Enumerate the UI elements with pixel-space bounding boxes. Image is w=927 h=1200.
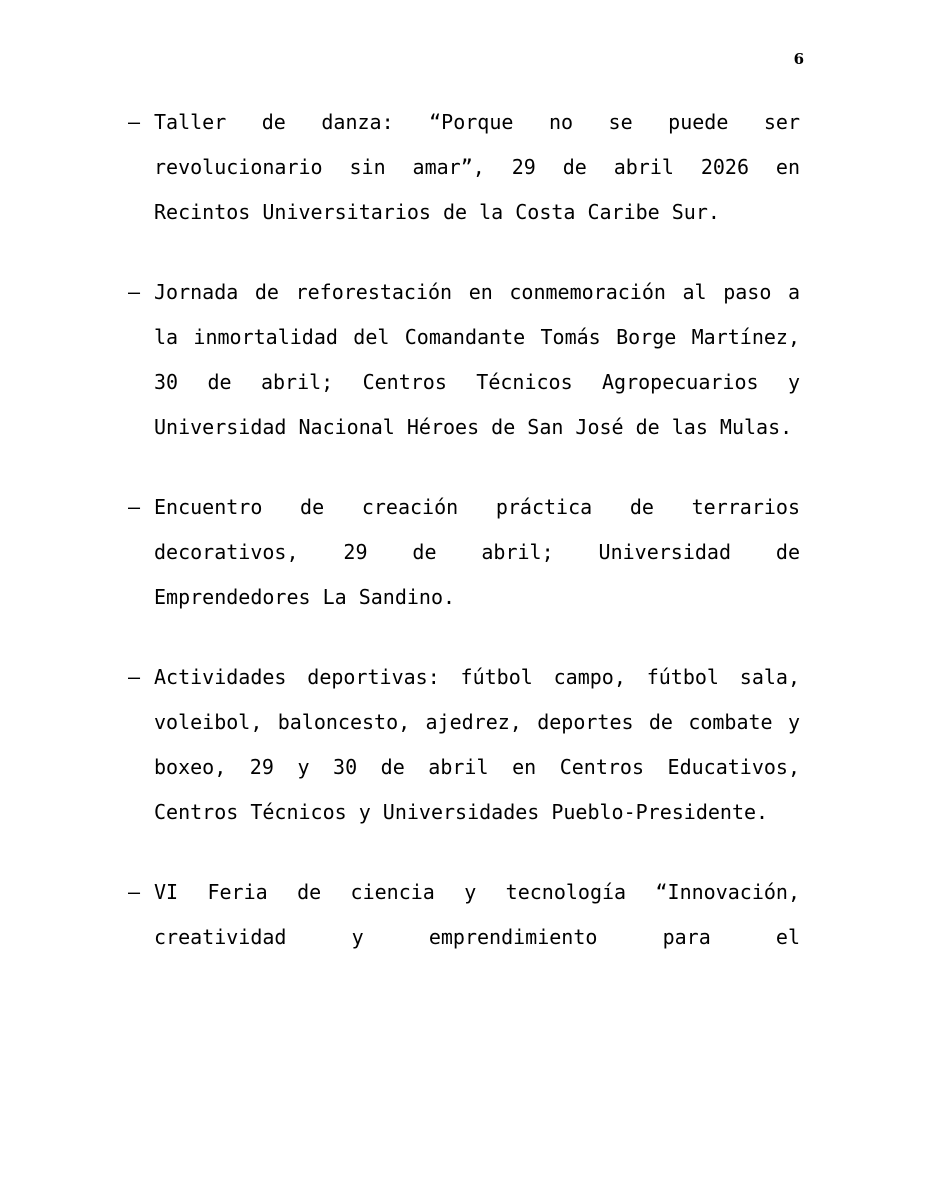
list-item	[128, 870, 800, 1005]
list-item-text: Taller de danza: “Porque no se puede ser revolucionario sin amar”, 29 de abril 2026 en Recintos Universitarios de la Costa Caribe Sur.	[154, 110, 800, 224]
bullet-dash: –	[128, 495, 141, 519]
bullet-dash: –	[128, 880, 141, 904]
list-item	[128, 100, 800, 235]
list-item-text: VI Feria de ciencia y tecnología “Innovación, creatividad y emprendimiento para el	[154, 880, 800, 949]
bullet-dash: –	[128, 110, 141, 134]
bullet-dash: –	[128, 665, 141, 689]
list-item-text: Actividades deportivas: fútbol campo, fútbol sala, voleibol, baloncesto, ajedrez, deportes de combate y boxeo, 29 y 30 de abril en Centros Educativos, Centros Técnicos y Universidades Pueblo-Presidente.	[154, 665, 800, 824]
list-item-text: Encuentro de creación práctica de terrarios decorativos, 29 de abril; Universidad de Emprendedores La Sandino.	[154, 495, 800, 609]
bullet-dash: –	[128, 280, 141, 304]
page-number: 6	[793, 50, 804, 68]
list-item-text: Jornada de reforestación en conmemoración al paso a la inmortalidad del Comandante Tomás Borge Martínez, 30 de abril; Centros Técnicos Agropecuarios y Universidad Nacional Héroes de San José de las Mulas.	[154, 280, 800, 439]
list-item	[128, 270, 800, 450]
document-body	[128, 100, 800, 1005]
list-item	[128, 655, 800, 835]
list-item	[128, 485, 800, 620]
